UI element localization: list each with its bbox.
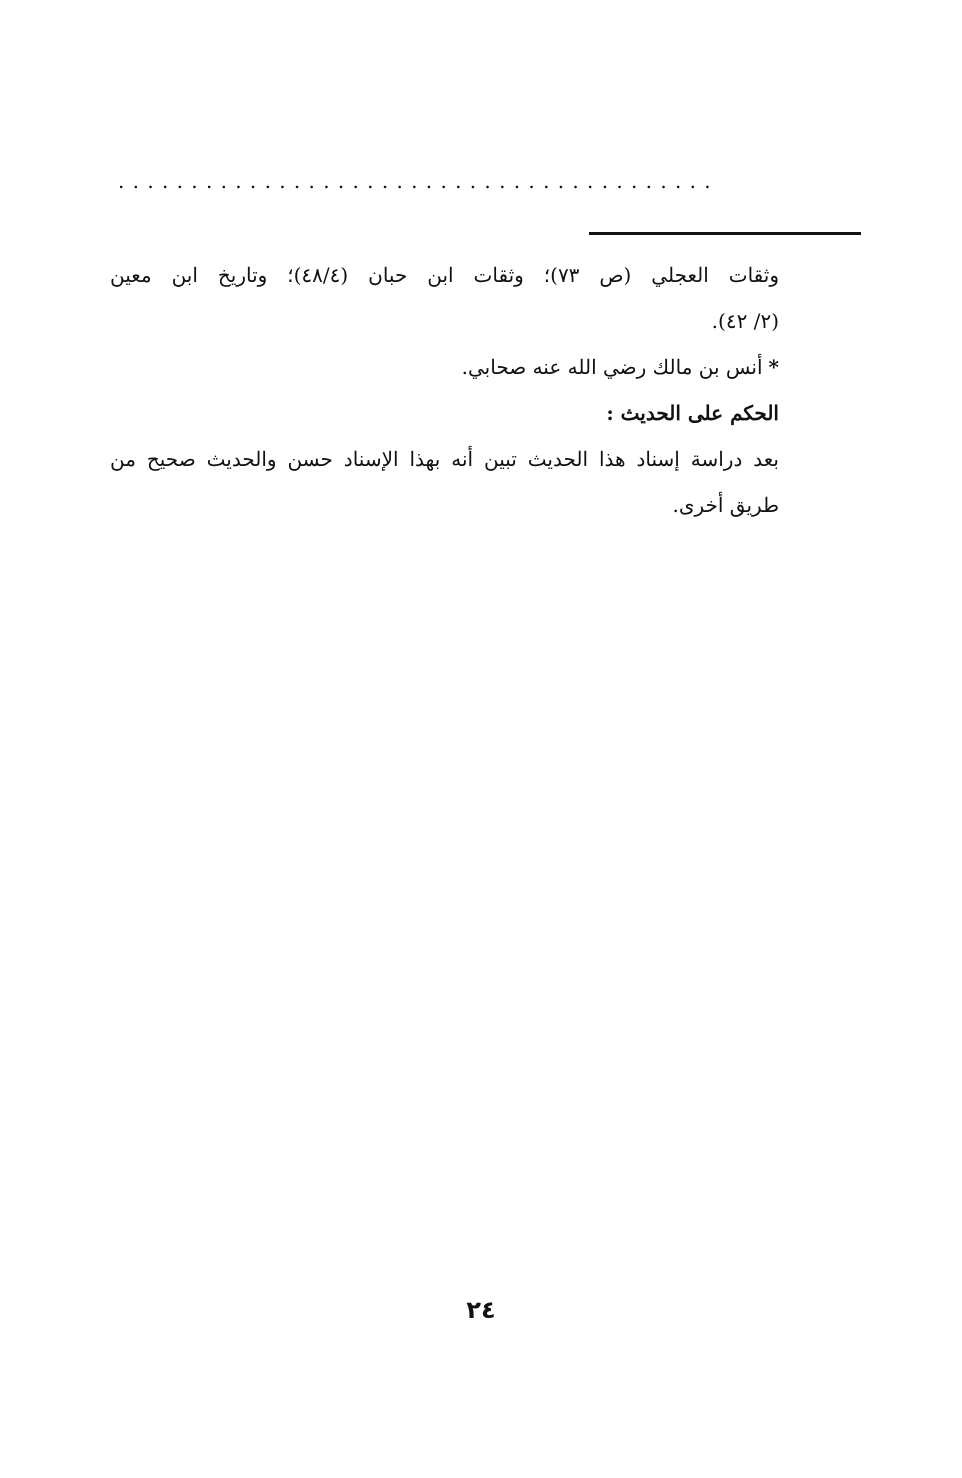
star-bullet-icon: * [768, 355, 779, 379]
body-line-2: طريق أخرى. [672, 493, 779, 517]
section-heading: الحكم على الحديث : [606, 401, 779, 425]
companion-line [110, 344, 779, 390]
companion-text: أنس بن مالك رضي الله عنه صحابي. [461, 355, 763, 379]
section-rule [589, 232, 861, 235]
body-line-1: بعد دراسة إسناد هذا الحديث تبين أنه بهذا الإسناد حسن والحديث صحيح من [110, 447, 779, 471]
dotted-separator: ......................................... [118, 169, 719, 193]
reference-line-1: وثقات العجلي (ص ٧٣)؛ وثقات ابن حبان (٤٨/٤)؛ وتاريخ ابن معين [110, 263, 780, 287]
page-content [110, 252, 779, 528]
reference-line-2: (٢/ ٤٢). [711, 309, 779, 333]
page-number: ٢٤ [466, 1296, 496, 1324]
